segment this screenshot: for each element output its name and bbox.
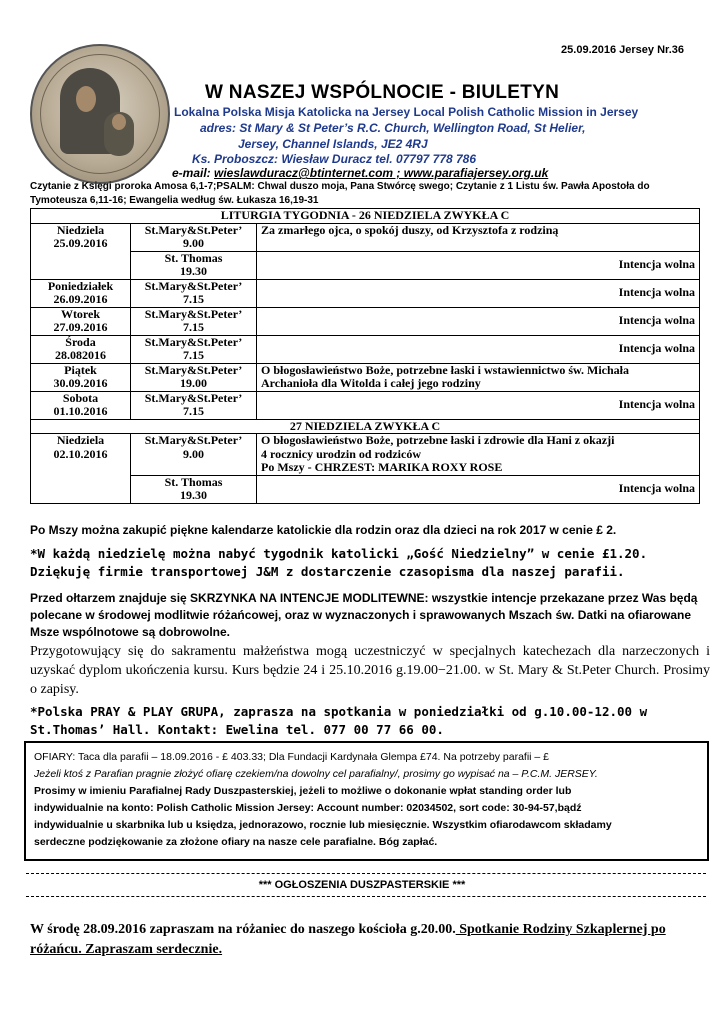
intention: Intencja wolna bbox=[618, 313, 695, 328]
day-date: 26.09.2016 bbox=[53, 292, 108, 306]
schedule-heading: LITURGIA TYGODNIA - 26 NIEDZIELA ZWYKŁA C bbox=[31, 209, 700, 224]
day-name: Środa bbox=[65, 334, 96, 349]
calendar-notice: Po Mszy można zakupić piękne kalendarze katolickie dla rodzin oraz dla dzieci na rok 2017 w cenie £ 2. bbox=[30, 523, 617, 537]
day-date: 01.10.2016 bbox=[53, 404, 108, 418]
email-line bbox=[172, 166, 548, 180]
offerings-line: serdeczne podziękowanie za złożone ofiary na nasze cele parafialne. Bóg zapłać. bbox=[34, 836, 438, 848]
church: St.Mary&St.Peter’ bbox=[144, 334, 243, 349]
pray-play-notice: *Polska PRAY & PLAY GRUPA, zaprasza na spotkania w poniedziałki od g.10.00-12.00 w St.Thomas’ Hall. Kontakt: Ewelina tel. 077 00 77 66 00. bbox=[30, 704, 648, 737]
bulletin-title: W NASZEJ WSPÓLNOCIE - BIULETYN bbox=[205, 82, 560, 103]
intention: Intencja wolna bbox=[618, 481, 695, 496]
day-date: 25.09.2016 bbox=[53, 236, 108, 250]
table-row bbox=[31, 391, 700, 419]
mass-time: 7.15 bbox=[183, 292, 204, 306]
offerings-line: Prosimy w imieniu Parafialnej Rady Duszpasterskiej, jeżeli to możliwe o dokonanie wpłat standing order lub bbox=[34, 785, 572, 797]
prayer-box-notice: Przed ołtarzem znajduje się SKRZYNKA NA INTENCJE MODLITEWNE: wszystkie intencje przekazane przez Was będą polecane w środowej modlitwie różańcowej, oraz w wyznaczonych i sprawowanych Mszach św. Datki na ofiarowane Msze wspólnotowe są dobrowolne. bbox=[30, 591, 698, 639]
offerings-line: indywidualnie u skarbnika lub u księdza, jednorazowo, rocznie lub miesięcznie. Wszystkim ofiarodawcom składamy bbox=[34, 819, 612, 831]
day-date: 30.09.2016 bbox=[53, 376, 108, 390]
intention-cont: Archanioła dla Witolda i całej jego rodziny bbox=[261, 376, 481, 390]
marriage-course-notice: Przygotowujący się do sakramentu małżeństwa mogą uczestniczyć w specjalnych katechezach dla narzeczonych i uzyskać dyplom ukończenia kursu. Kurs będzie 24 i 25.10.2016 g.19.00−21.00. w St. Mary & St.Peter Church. Prosimy o zapisy. bbox=[30, 644, 710, 697]
day-date: 27.09.2016 bbox=[53, 320, 108, 334]
table-row bbox=[31, 307, 700, 335]
offerings-line: OFIARY: Taca dla parafii – 18.09.2016 - £ 403.33; Dla Fundacji Kardynała Glempa £74. Na potrzeby parafii – £ bbox=[34, 751, 550, 763]
offerings-line: Jeżeli ktoś z Parafian pragnie złożyć ofiarę czekiem/na dowolny cel parafialny/, prosimy go wypisać na – P.C.M. JERSEY. bbox=[34, 768, 598, 780]
table-row bbox=[31, 434, 700, 476]
church: St. Thomas bbox=[164, 250, 223, 265]
day-name: Niedziela bbox=[56, 433, 105, 447]
day-name: Sobota bbox=[62, 390, 99, 405]
intention-cont: 4 rocznicy urodzin od rodziców bbox=[261, 446, 421, 461]
announcements-heading: *** OGŁOSZENIA DUSZPASTERSKIE *** bbox=[258, 879, 466, 891]
day-name: Niedziela bbox=[56, 222, 105, 237]
email-links[interactable]: wieslawduracz@btinternet.com ; www.parafiajersey.org.uk bbox=[214, 166, 549, 180]
intention: Intencja wolna bbox=[618, 257, 695, 272]
offerings-line: indywidualnie na konto: Polish Catholic Mission Jersey: Account number: 02034502, sort code: 30-94-57,bądź bbox=[34, 802, 582, 814]
offerings-box bbox=[24, 741, 709, 861]
day-date: 28.082016 bbox=[55, 348, 106, 362]
schedule-heading-2: 27 NIEDZIELA ZWYKŁA C bbox=[31, 419, 700, 434]
day-name: Wtorek bbox=[60, 306, 101, 321]
mass-time: 9.00 bbox=[183, 446, 204, 461]
readings: Czytanie z Księgi proroka Amosa 6,1-7;PSALM: Chwal duszo moja, Pana Stwórcę swego; Czytanie z 1 Listu św. Pawła Apostoła do Tymoteusza 6,11-16; Ewangelia według św. Łukasza 16,19-31 bbox=[30, 181, 650, 206]
mass-time: 19.30 bbox=[180, 264, 207, 278]
church: St.Mary&St.Peter’ bbox=[144, 390, 243, 405]
church: St. Thomas bbox=[164, 474, 223, 489]
table-row bbox=[31, 223, 700, 251]
rosary-invite: W środę 28.09.2016 zapraszam na różaniec do naszego kościoła g.20.00. bbox=[30, 922, 456, 937]
divider bbox=[26, 896, 706, 902]
table-row bbox=[31, 475, 700, 503]
day-name: Piątek bbox=[64, 362, 97, 377]
table-row bbox=[31, 335, 700, 363]
table-row bbox=[31, 363, 700, 391]
table-row bbox=[31, 279, 700, 307]
mission-name: Lokalna Polska Misja Katolicka na Jersey Local Polish Catholic Mission in Jersey bbox=[174, 105, 639, 119]
issue-date: 25.09.2016 Jersey Nr.36 bbox=[561, 44, 684, 56]
church: St.Mary&St.Peter’ bbox=[144, 433, 243, 447]
address-line-2: Jersey, Channel Islands, JE2 4RJ bbox=[238, 137, 428, 151]
intention: Za zmarłego ojca, o spokój duszy, od Krzysztofa z rodziną bbox=[261, 222, 559, 237]
table-row bbox=[31, 251, 700, 279]
mass-time: 19.00 bbox=[180, 376, 207, 390]
address-line-1: adres: St Mary & St Peter’s R.C. Church, Wellington Road, St Helier, bbox=[200, 121, 586, 135]
church: St.Mary&St.Peter’ bbox=[144, 306, 243, 321]
announcement-text bbox=[30, 920, 710, 960]
madonna-emblem-icon bbox=[30, 44, 170, 184]
intention: O błogosławieństwo Boże, potrzebne łaski i zdrowie dla Hani z okazji bbox=[261, 433, 615, 447]
church: St.Mary&St.Peter’ bbox=[144, 278, 243, 293]
day-name: Poniedziałek bbox=[47, 278, 114, 293]
intention: Intencja wolna bbox=[618, 341, 695, 356]
day-date: 02.10.2016 bbox=[53, 446, 108, 461]
mass-time: 9.00 bbox=[183, 236, 204, 250]
scapular-meeting: Spotkanie Rodziny Szkaplernej po różańcu. Zapraszam serdecznie. bbox=[30, 922, 666, 957]
mass-time: 19.30 bbox=[180, 488, 207, 502]
priest-contact: Ks. Proboszcz: Wiesław Duracz tel. 07797 778 786 bbox=[192, 152, 477, 166]
mass-time: 7.15 bbox=[183, 320, 204, 334]
gosc-niedzielny-notice: *W każdą niedzielę można nabyć tygodnik katolicki „Gość Niedzielny” w cenie £1.20. Dziękuję firmie transportowej J&M z dostarczenie czasopisma dla naszej parafii. bbox=[30, 546, 648, 579]
intention: O błogosławieństwo Boże, potrzebne łaski i wstawiennictwo św. Michała bbox=[261, 362, 629, 377]
intention: Intencja wolna bbox=[618, 397, 695, 412]
intention: Intencja wolna bbox=[618, 285, 695, 300]
liturgy-schedule-table bbox=[30, 208, 700, 504]
church: St.Mary&St.Peter’ bbox=[144, 362, 243, 377]
intention-note: Po Mszy - CHRZEST: MARIKA ROXY ROSE bbox=[261, 460, 503, 474]
mass-time: 7.15 bbox=[183, 404, 204, 418]
church: St.Mary&St.Peter’ bbox=[144, 222, 243, 237]
mass-time: 7.15 bbox=[183, 348, 204, 362]
email-label: e-mail: bbox=[172, 166, 215, 180]
